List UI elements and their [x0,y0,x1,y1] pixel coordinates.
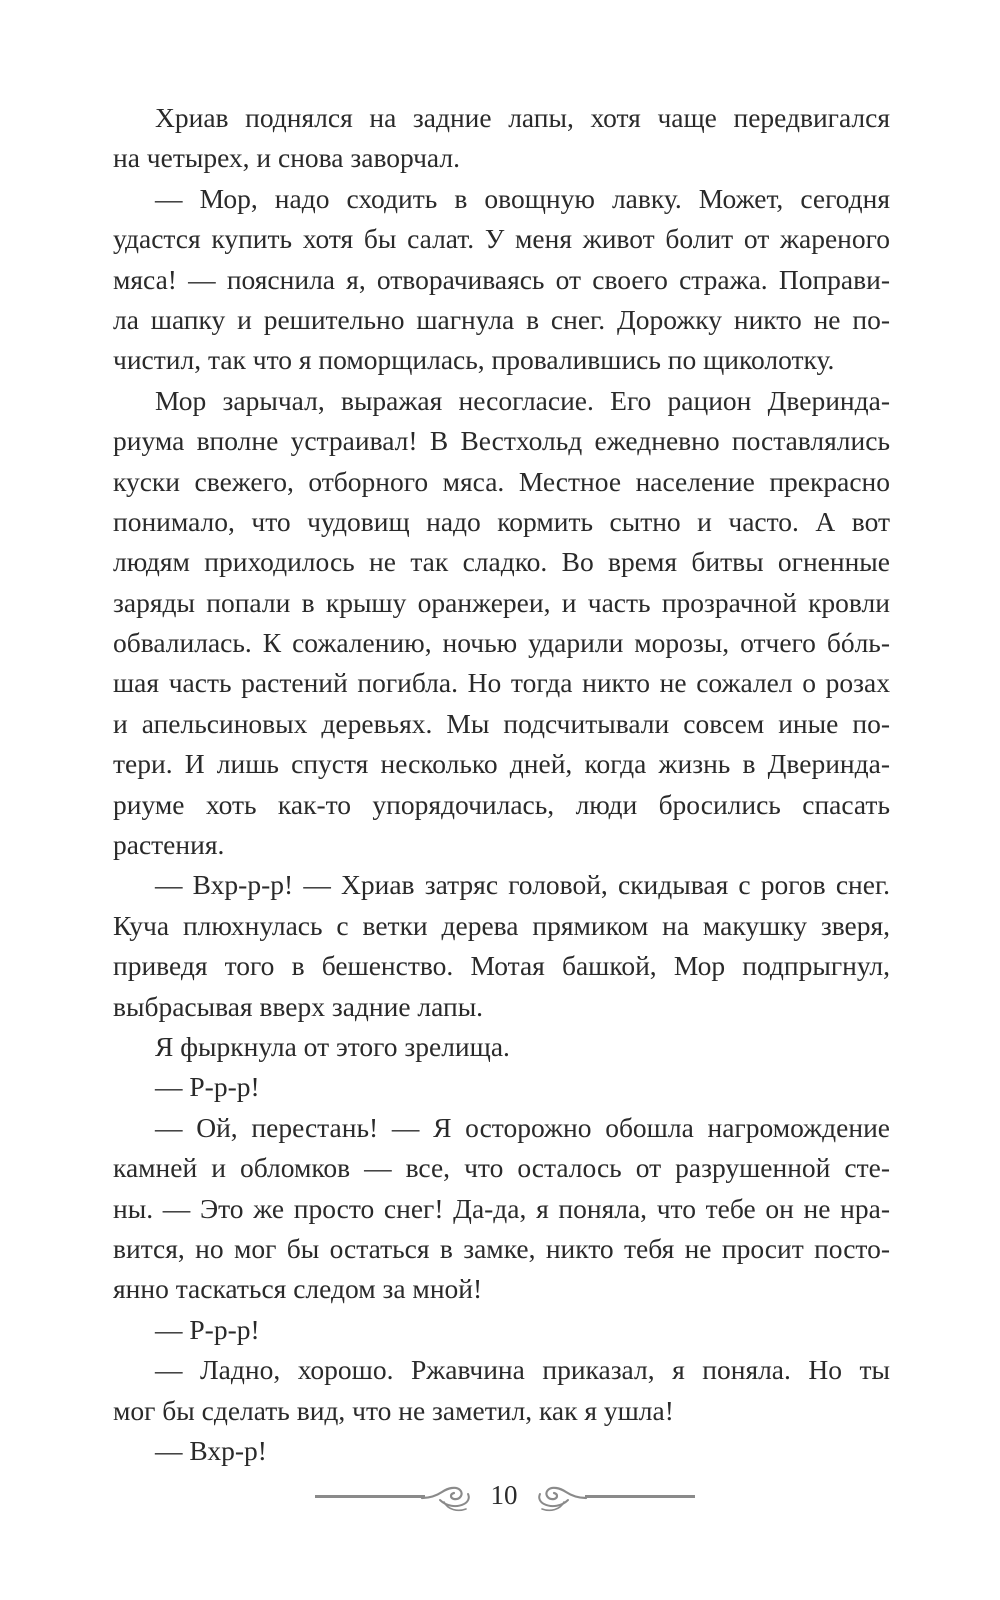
text-line: вится, но мог бы остаться в замке, никто тебя не просит посто- [113,1232,890,1264]
text-line: заряды попали в крышу оранжереи, и часть прозрачной кровли [113,586,890,618]
text-line: чистил, так что я поморщилась, провалившись по щиколотку. [113,344,835,376]
text-line: ла шапку и решительно шагнула в снег. Дорожку никто не по- [113,303,890,335]
text-line: и апельсиновых деревьях. Мы подсчитывали совсем иные по- [113,707,890,739]
text-line: куски свежего, отборного мяса. Местное население прекрасно [113,465,890,497]
text-line: обвалилась. К сожалению, ночью ударили морозы, отчего бóль- [113,627,890,659]
text-line: — Р-р-р! [155,1071,260,1103]
body-text [113,98,890,1471]
text-line: риума вполне устраивал! В Вестхольд ежедневно поставлялись [113,425,890,457]
text-line: мяса! — пояснила я, отворачиваясь от своего стража. Поправи- [113,263,890,295]
text-line: — Ладно, хорошо. Ржавчина приказал, я поняла. Но ты [155,1354,890,1386]
footer-rule-left [315,1495,425,1498]
text-line: — Вхр-р! [155,1434,267,1466]
text-line: выбрасывая вверх задние лапы. [113,990,484,1022]
text-line: людям приходилось не так сладко. Во время битвы огненные [113,546,890,578]
text-line: ны. — Это же просто снег! Да-да, я поняла, что тебе он не нра- [113,1192,890,1224]
text-line: удастся купить хотя бы салат. У меня живот болит от жареного [113,223,890,255]
text-line: — Р-р-р! [155,1313,260,1345]
text-line: тери. И лишь спустя несколько дней, когда жизнь в Дверинда- [113,748,890,780]
flourish-ornament-icon [420,1480,472,1514]
text-line: янно таскаться следом за мной! [113,1273,483,1305]
text-line: риуме хоть как-то упорядочилась, люди бросились спасать [113,788,890,820]
text-line: Хриав поднялся на задние лапы, хотя чаще передвигался [155,102,890,133]
text-line: Мор зарычал, выражая несогласие. Его рацион Дверинда- [155,384,890,416]
text-line: на четырех, и снова заворчал. [113,142,460,174]
text-line: мог бы сделать вид, что не заметил, как я ушла! [113,1394,674,1426]
footer-rule-right [585,1495,695,1498]
text-line: — Вхр-р-р! — Хриав затряс головой, скидывая с рогов снег. [155,869,890,901]
page-number: 10 [490,1480,518,1510]
text-line: — Ой, перестань! — Я осторожно обошла нагромождение [155,1111,890,1143]
text-line: шая часть растений погибла. Но тогда никто не сожалел о розах [113,667,890,699]
text-line: Я фыркнула от этого зрелища. [155,1030,510,1062]
text-line: Куча плюхнулась с ветки дерева прямиком на макушку зверя, [113,909,890,941]
text-line: понимало, что чудовищ надо кормить сытно и часто. А вот [113,505,890,537]
flourish-ornament-icon [536,1480,588,1514]
page-footer [0,1463,1000,1523]
text-line: растения. [113,829,225,861]
text-line: — Мор, надо сходить в овощную лавку. Может, сегодня [155,182,890,214]
text-line: приведя того в бешенство. Мотая башкой, Мор подпрыгнул, [113,950,890,982]
text-line: камней и обломков — все, что осталось от разрушенной сте- [113,1152,890,1184]
